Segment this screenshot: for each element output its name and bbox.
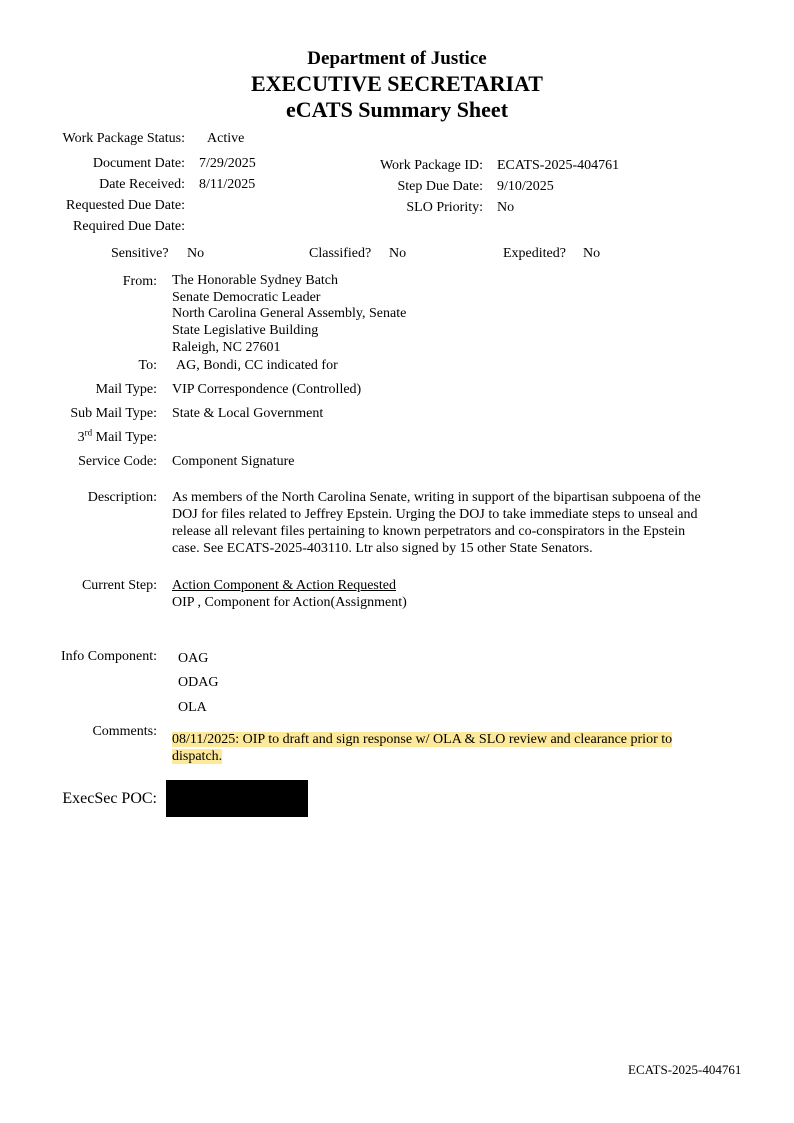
to-value: AG, Bondi, CC indicated for: [176, 358, 338, 373]
work-package-status-label: Work Package Status:: [62, 131, 185, 146]
work-package-id-value: ECATS-2025-404761: [497, 158, 620, 173]
service-code-value: Component Signature: [172, 454, 295, 469]
description-label: Description:: [87, 490, 157, 505]
expedited-value: No: [583, 246, 601, 261]
service-code-label: Service Code:: [78, 454, 157, 469]
execsec-poc-label: ExecSec POC:: [62, 790, 157, 807]
step-due-date-value: 9/10/2025: [497, 179, 554, 194]
date-received-label: Date Received:: [99, 177, 185, 192]
comments-line: 08/11/2025: OIP to draft and sign response w/ OLA & SLO review and clearance prior to: [172, 732, 673, 747]
slo-priority-label: SLO Priority:: [406, 200, 483, 215]
info-component-label: Info Component:: [60, 649, 157, 664]
required-due-date-label: Required Due Date:: [73, 219, 185, 234]
info-component-item: OLA: [178, 700, 207, 715]
classified-value: No: [389, 246, 407, 261]
info-component-item: ODAG: [178, 675, 219, 690]
comments-text: [172, 731, 672, 765]
step-due-date-label: Step Due Date:: [397, 179, 483, 194]
sub-mail-type-value: State & Local Government: [172, 406, 324, 421]
sensitive-label: Sensitive?: [111, 246, 169, 261]
to-label: To:: [138, 358, 157, 373]
date-received-value: 8/11/2025: [199, 177, 256, 192]
classified-label: Classified?: [309, 246, 372, 261]
sub-mail-type-label: Sub Mail Type:: [70, 406, 157, 421]
current-step-value: Action Component & Action Requested: [172, 578, 396, 593]
department-title: Department of Justice: [307, 48, 487, 69]
requested-due-date-label: Requested Due Date:: [66, 198, 185, 213]
from-line: The Honorable Sydney Batch: [172, 273, 339, 288]
description-text: As members of the North Carolina Senate, writing in support of the bipartisan subpoena of the DOJ for files related to Jeffrey Epstein. Urging the DOJ to take immediate steps to unseal and release all relevant files pertaining to known perpetrators and co-conspirators in the Epstein case. See ECATS-2025-403110. Ltr also signed by 15 other State Senators.: [172, 490, 701, 556]
summary-sheet-title: eCATS Summary Sheet: [285, 97, 509, 122]
comments-line: dispatch.: [172, 749, 223, 764]
footer-id: ECATS-2025-404761: [628, 1062, 742, 1077]
document-date-label: Document Date:: [92, 156, 185, 171]
work-package-status-value: Active: [207, 131, 245, 146]
expedited-label: Expedited?: [503, 246, 566, 261]
current-step-label: Current Step:: [81, 578, 157, 593]
redaction-block: [166, 780, 308, 817]
from-line: North Carolina General Assembly, Senate: [172, 306, 407, 322]
from-line: Senate Democratic Leader: [172, 289, 321, 305]
from-label: From:: [122, 274, 157, 289]
from-address: [172, 273, 406, 357]
executive-secretariat-title: EXECUTIVE SECRETARIAT: [251, 71, 543, 96]
comments-label: Comments:: [92, 724, 157, 739]
sensitive-value: No: [187, 246, 205, 261]
current-step-assignment: OIP , Component for Action(Assignment): [172, 595, 407, 610]
work-package-id-label: Work Package ID:: [379, 158, 483, 173]
mail-type-value: VIP Correspondence (Controlled): [172, 382, 362, 397]
from-line: Raleigh, NC 27601: [172, 339, 281, 355]
info-component-item: OAG: [178, 651, 209, 666]
document-date-value: 7/29/2025: [199, 156, 256, 171]
third-mail-type-label: 3rd Mail Type:: [77, 427, 157, 445]
mail-type-label: Mail Type:: [95, 382, 157, 397]
slo-priority-value: No: [497, 200, 515, 215]
from-line: State Legislative Building: [172, 323, 319, 339]
